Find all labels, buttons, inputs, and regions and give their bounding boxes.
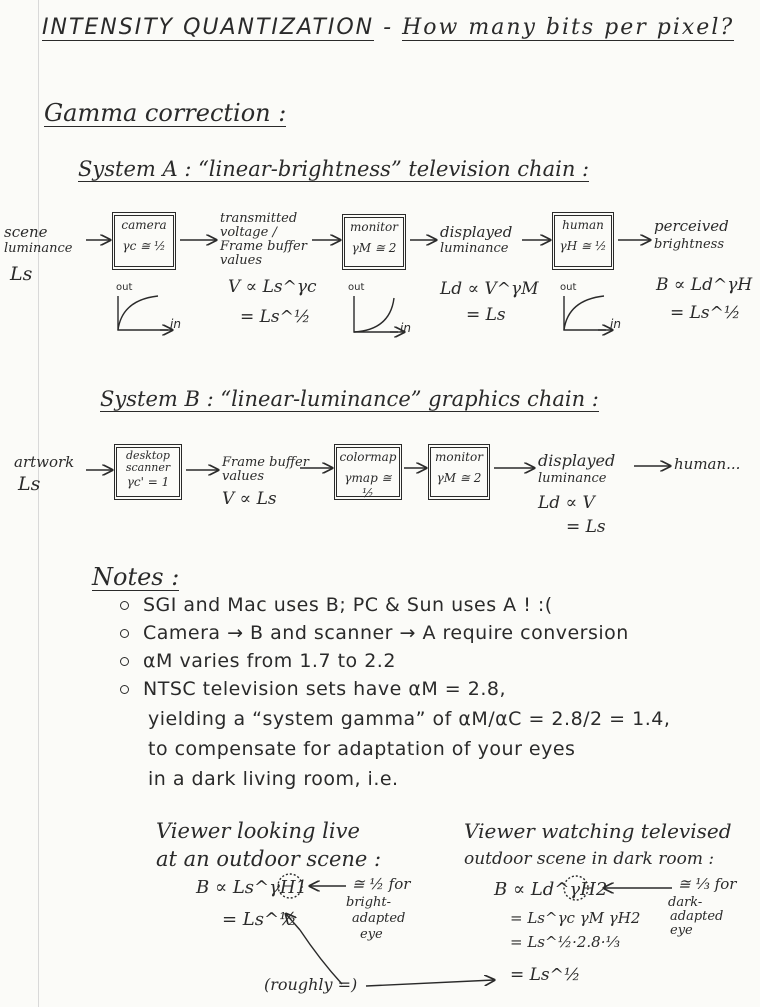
viewer-right-note-eq: ≅ ⅓ for [678, 875, 737, 893]
camera-gamma: γc ≅ ½ [122, 239, 166, 253]
displayed-b-label-2: luminance [538, 471, 607, 486]
viewer-right-eq-4: = Ls^½ [510, 965, 581, 985]
note-continuation-2: to compensate for adaptation of your eyes [148, 738, 576, 760]
system-a-input-2: luminance [4, 241, 73, 256]
system-a-input-3: Ls [10, 263, 33, 285]
system-b-heading: System B : “linear-luminance” graphics chain : [100, 387, 599, 411]
note-continuation-3: in a dark living room, i.e. [148, 768, 399, 790]
bullet-icon [120, 601, 129, 610]
colormap-label: colormap [339, 450, 397, 464]
scanner-gamma: γc' = 1 [126, 475, 170, 490]
graph-camera-in: in [170, 317, 181, 331]
graph-monitor-out: out [348, 282, 365, 293]
bullet-icon [120, 685, 129, 694]
scanner-label: desktop scanner [125, 449, 171, 474]
displayed-a-eq-1: Ld ∝ V^γM [440, 279, 539, 299]
viewer-left-title-1: Viewer looking live [156, 819, 360, 843]
transmitted-label-2: voltage / [220, 225, 277, 240]
viewer-left-note-3: eye [360, 927, 383, 942]
roughly-label: (roughly =) [264, 975, 358, 994]
viewer-right-eq-2: = Ls^γc γM γH2 [510, 909, 641, 927]
viewer-right-title-2: outdoor scene in dark room : [464, 849, 715, 869]
system-a-heading: System A : “linear-brightness” television chain : [78, 157, 590, 181]
notes-heading: Notes : [92, 563, 180, 591]
note-continuation-1: yielding a “system gamma” of αM/αC = 2.8/2 = 1.4, [148, 708, 671, 730]
bullet-icon [120, 657, 129, 666]
human-b-label: human... [674, 455, 741, 473]
viewer-right-title-1: Viewer watching televised [464, 819, 732, 843]
monitor-a-gamma: γM ≅ 2 [351, 241, 397, 255]
viewer-left-eq-2: = Ls^½ [222, 909, 297, 930]
framebuffer-b-label-2: values [222, 469, 264, 484]
perceived-label-1: perceived [654, 217, 729, 235]
note-item-4 [120, 678, 506, 700]
note-text-3: αM varies from 1.7 to 2.2 [143, 650, 396, 672]
camera-label: camera [121, 218, 167, 232]
viewer-right-note-3: eye [670, 923, 693, 938]
perceived-eq-1: B ∝ Ld^γH [656, 275, 753, 295]
graph-camera-out: out [116, 282, 133, 293]
viewer-right-eq-1: B ∝ Ld^γH2 [494, 879, 608, 900]
transmitted-label-4: values [220, 253, 262, 268]
graph-human-in: in [610, 317, 621, 331]
note-item-2 [120, 622, 629, 644]
viewer-right-eq-3: = Ls^½·2.8·⅓ [510, 933, 621, 951]
viewer-left-note-1: bright- [346, 895, 392, 910]
system-a-input-1: scene [4, 223, 48, 241]
displayed-b-eq-2: = Ls [566, 517, 606, 537]
note-text-1: SGI and Mac uses B; PC & Sun uses A ! :( [143, 594, 553, 616]
displayed-a-eq-2: = Ls [466, 305, 506, 325]
displayed-b-label-1: displayed [538, 451, 616, 470]
monitor-b-label: monitor [435, 450, 483, 464]
human-gamma: γH ≅ ½ [559, 239, 607, 253]
displayed-a-label-1: displayed [440, 223, 513, 241]
note-item-1 [120, 594, 553, 616]
title-dash: - [383, 15, 394, 40]
perceived-label-2: brightness [654, 237, 725, 252]
perceived-eq-2: = Ls^½ [670, 303, 741, 323]
viewer-left-eq-1: B ∝ Ls^γH1 [196, 877, 308, 898]
transmitted-eq-1: V ∝ Ls^γc [228, 277, 317, 297]
colormap-gamma: γmap ≅ ½ [344, 471, 392, 500]
note-text-2: Camera → B and scanner → A require conversion [143, 622, 629, 644]
note-text-4: NTSC television sets have αM = 2.8, [143, 678, 507, 700]
framebuffer-b-eq: V ∝ Ls [222, 489, 277, 509]
monitor-b-gamma: γM ≅ 2 [436, 471, 482, 485]
displayed-a-label-2: luminance [440, 241, 509, 256]
title-main: INTENSITY QUANTIZATION [42, 15, 375, 40]
graph-human-out: out [560, 282, 577, 293]
transmitted-label-3: Frame buffer [220, 239, 307, 254]
human-label: human [562, 218, 604, 232]
displayed-b-eq-1: Ld ∝ V [538, 493, 595, 513]
gamma-heading: Gamma correction : [44, 99, 287, 127]
framebuffer-b-label-1: Frame buffer [222, 455, 309, 470]
transmitted-label-1: transmitted [220, 211, 298, 226]
system-b-input-2: Ls [18, 473, 41, 495]
monitor-a-label: monitor [350, 220, 398, 234]
graph-monitor-in: in [400, 321, 411, 335]
viewer-right-note-2: adapted [670, 909, 724, 924]
bullet-icon [120, 629, 129, 638]
note-item-3 [120, 650, 396, 672]
viewer-left-note-2: adapted [352, 911, 406, 926]
viewer-right-note-1: dark- [668, 895, 703, 910]
system-b-input-1: artwork [14, 453, 75, 471]
viewer-left-note-eq: ≅ ½ for [352, 875, 411, 893]
viewer-left-title-2: at an outdoor scene : [156, 847, 382, 871]
transmitted-eq-2: = Ls^½ [240, 307, 311, 327]
title-question: How many bits per pixel? [402, 15, 735, 40]
